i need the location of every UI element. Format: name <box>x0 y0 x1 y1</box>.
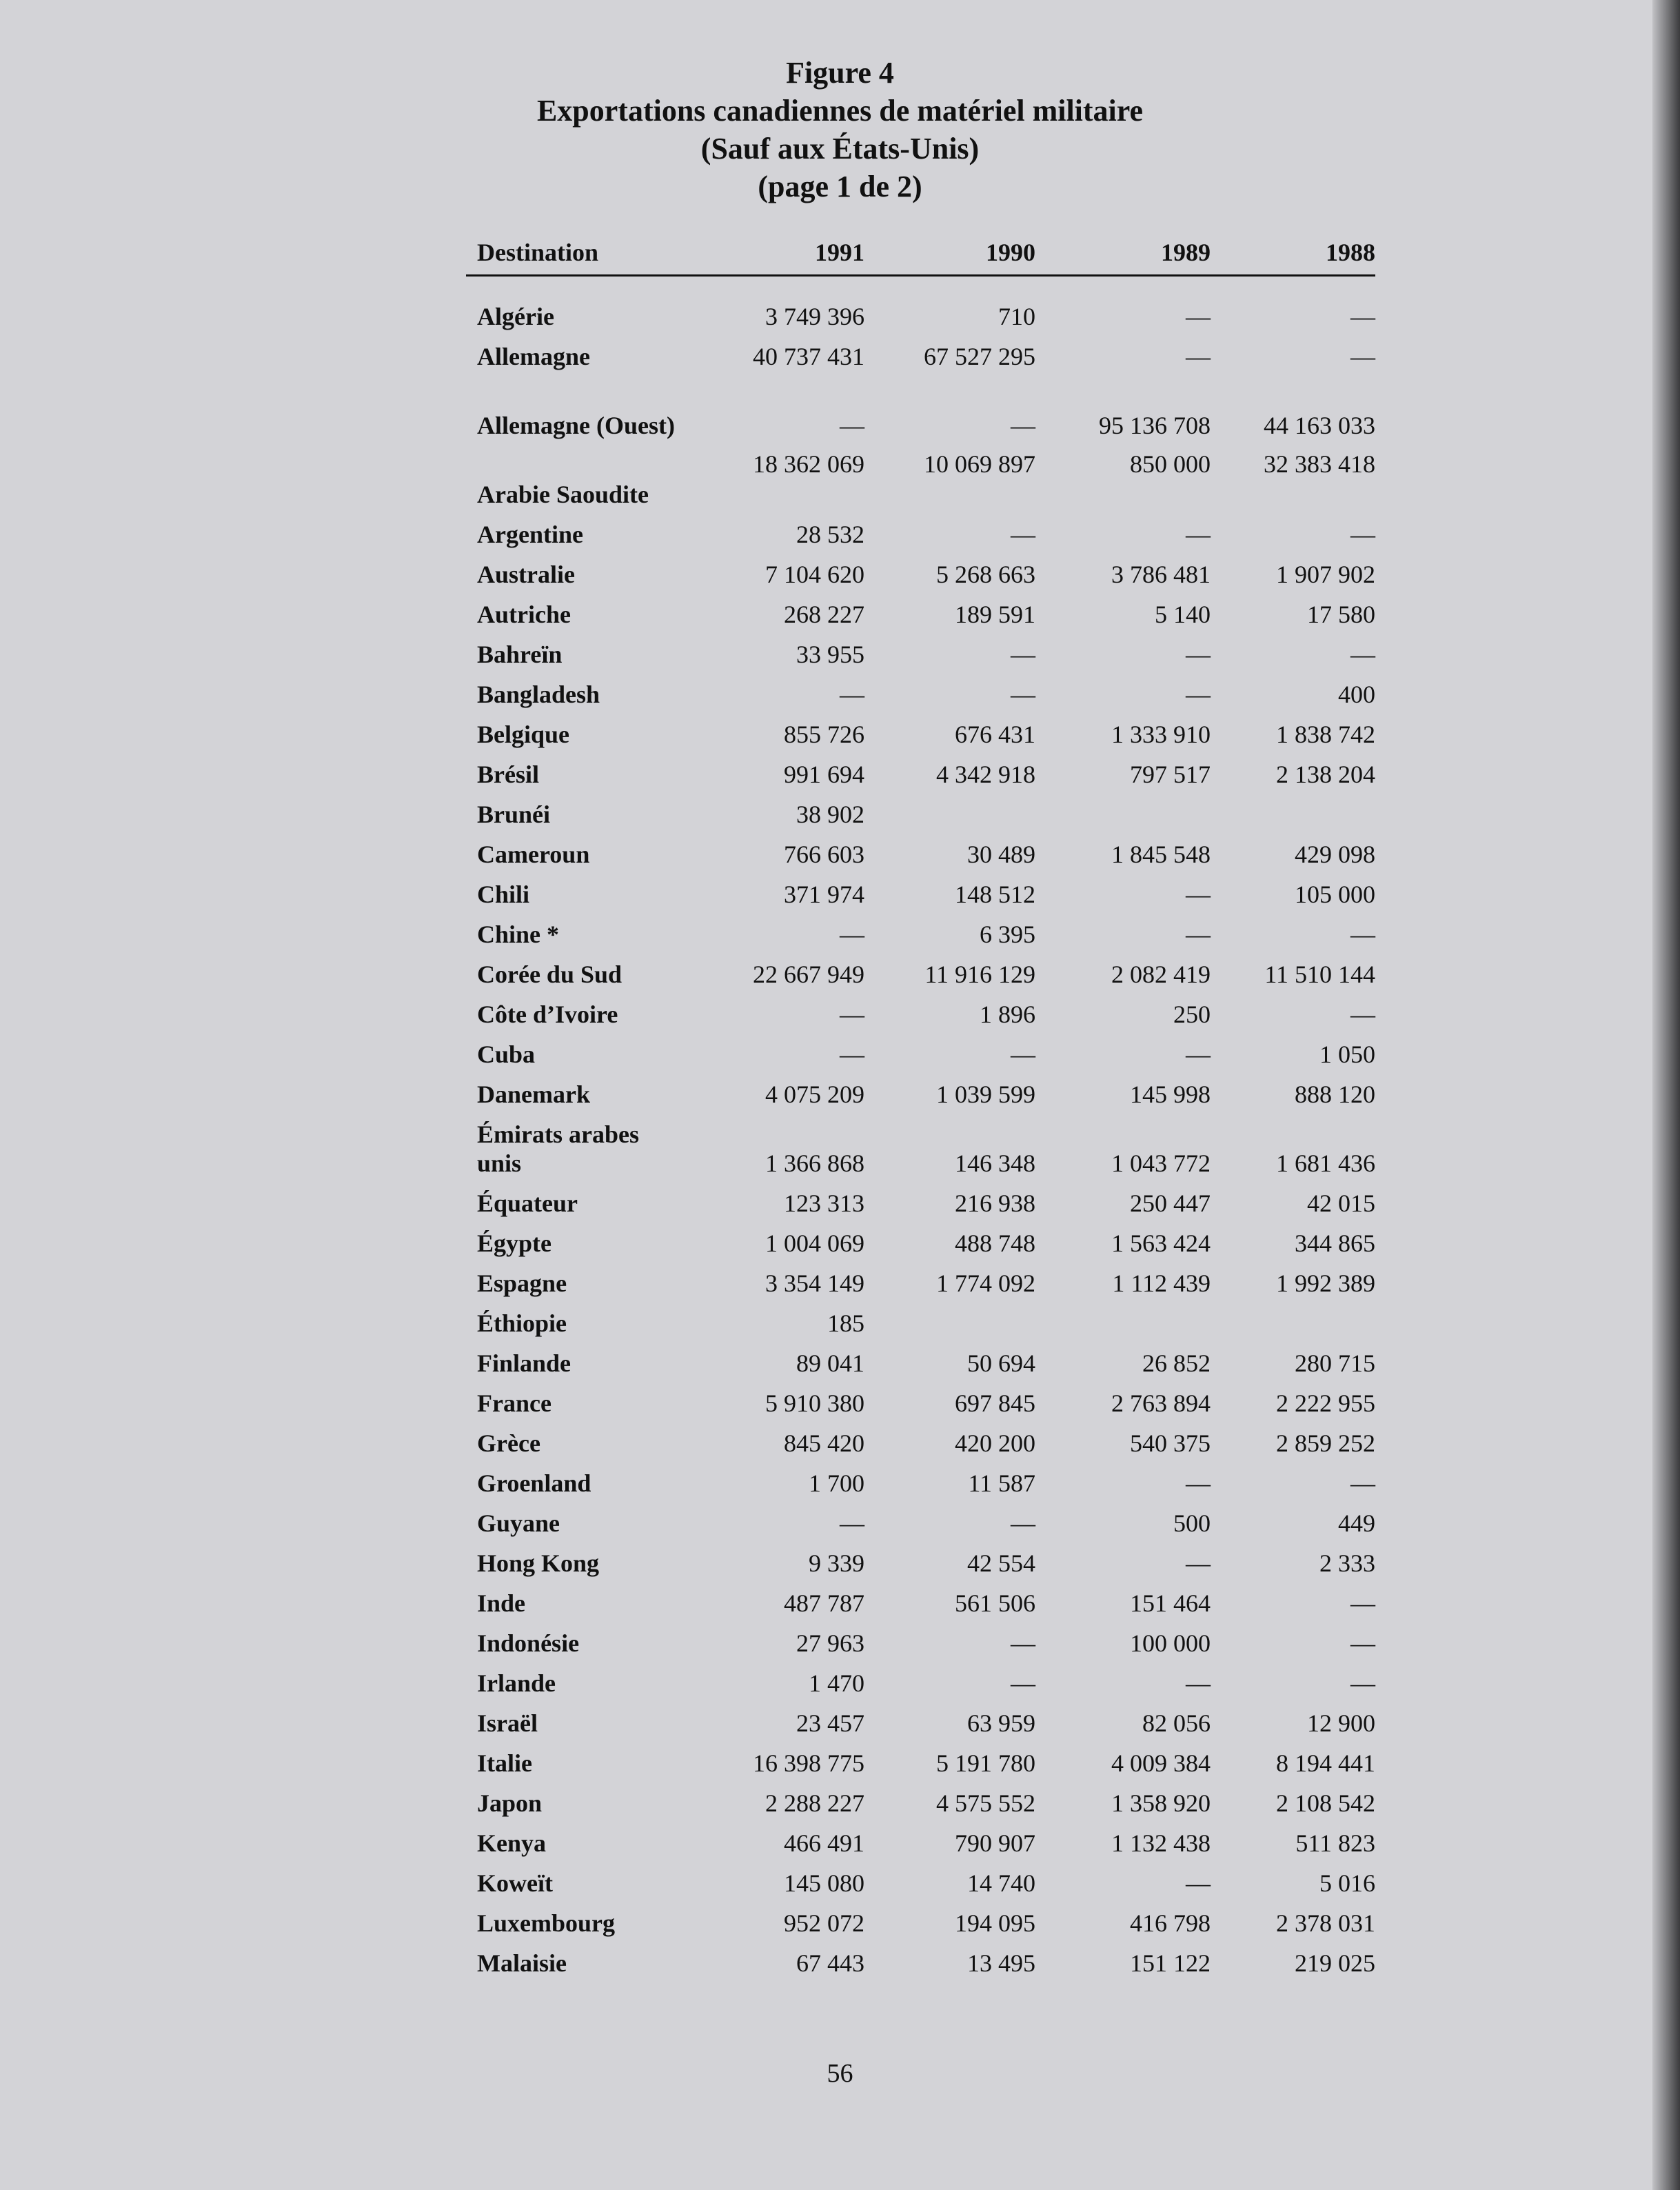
destination-cell: Cuba <box>477 1040 536 1068</box>
value-cell: — <box>1011 411 1035 439</box>
value-cell: 3 786 481 <box>1111 560 1211 588</box>
header-destination: Destination <box>466 230 687 276</box>
table-row <box>466 754 1375 794</box>
table-row <box>466 1823 1375 1863</box>
value-cell: — <box>1186 1869 1211 1897</box>
value-cell: — <box>1350 1629 1375 1657</box>
value-cell: 30 489 <box>967 840 1035 868</box>
destination-cell: Malaisie <box>477 1949 567 1977</box>
value-cell: 1 838 742 <box>1276 720 1375 748</box>
value-cell: 540 375 <box>1130 1429 1211 1457</box>
destination-cell: Indonésie <box>477 1629 580 1657</box>
destination-cell: Éthiopie <box>477 1309 567 1337</box>
value-cell: 1 700 <box>809 1469 864 1497</box>
value-cell: 7 104 620 <box>765 560 864 588</box>
table-row <box>466 1863 1375 1903</box>
destination-cell: Kenya <box>477 1829 547 1857</box>
table-row <box>466 1263 1375 1303</box>
table-row <box>466 1423 1375 1463</box>
value-cell: 32 383 418 <box>1264 450 1375 478</box>
table-row <box>466 1463 1375 1503</box>
table-row <box>466 1034 1375 1074</box>
value-cell: 1 774 092 <box>936 1269 1035 1297</box>
value-cell: — <box>1186 640 1211 668</box>
value-cell: 11 510 144 <box>1264 960 1375 988</box>
destination-cell: France <box>477 1389 551 1417</box>
value-cell: — <box>1011 680 1035 708</box>
value-cell: 449 <box>1338 1509 1375 1537</box>
destination-cell: Israël <box>477 1709 538 1737</box>
value-cell: 5 191 780 <box>936 1749 1035 1777</box>
table-row <box>466 376 1375 445</box>
value-cell: 3 354 149 <box>765 1269 864 1297</box>
destination-cell: Cameroun <box>477 840 590 868</box>
header-1991: 1991 <box>687 230 864 276</box>
value-cell: 23 457 <box>796 1709 864 1737</box>
value-cell: 1 043 772 <box>1111 1149 1211 1177</box>
value-cell: 11 587 <box>968 1469 1035 1497</box>
table-row <box>466 514 1375 554</box>
value-cell: — <box>1186 342 1211 370</box>
value-cell: 194 095 <box>955 1909 1035 1937</box>
value-cell: 1 333 910 <box>1111 720 1211 748</box>
destination-cell: Australie <box>477 560 575 588</box>
destination-cell: Irlande <box>477 1669 556 1697</box>
destination-cell: Koweït <box>477 1869 553 1897</box>
value-cell: 2 288 227 <box>765 1789 864 1817</box>
value-cell: — <box>840 920 864 948</box>
value-cell: — <box>1350 1589 1375 1617</box>
value-cell: 1 992 389 <box>1276 1269 1375 1297</box>
value-cell: 2 138 204 <box>1276 760 1375 788</box>
exports-table <box>466 230 1375 1983</box>
figure-subtitle: (Sauf aux États-Unis) <box>700 132 980 165</box>
value-cell: — <box>1011 1669 1035 1697</box>
value-cell: 2 859 252 <box>1276 1429 1375 1457</box>
value-cell: 790 907 <box>955 1829 1035 1857</box>
value-cell: 50 694 <box>967 1349 1035 1377</box>
value-cell: — <box>1186 680 1211 708</box>
destination-cell: Côte d’Ivoire <box>477 1000 618 1028</box>
destination-cell: Argentine <box>477 520 583 548</box>
value-cell: — <box>1186 1669 1211 1697</box>
binding-edge-shadow <box>1652 0 1680 2190</box>
value-cell: 5 016 <box>1319 1869 1375 1897</box>
value-cell: 1 845 548 <box>1111 840 1211 868</box>
value-cell: 63 959 <box>967 1709 1035 1737</box>
destination-cell: Bahreïn <box>477 640 563 668</box>
value-cell: 1 039 599 <box>936 1080 1035 1108</box>
value-cell: — <box>1350 342 1375 370</box>
table-row <box>466 1623 1375 1663</box>
value-cell: — <box>1350 1669 1375 1697</box>
header-1988: 1988 <box>1211 230 1375 276</box>
header-1990: 1990 <box>864 230 1035 276</box>
value-cell: 145 080 <box>784 1869 864 1897</box>
destination-cell: Autriche <box>477 600 571 628</box>
value-cell: 42 015 <box>1307 1189 1375 1217</box>
value-cell: 2 082 419 <box>1111 960 1211 988</box>
value-cell: 189 591 <box>955 600 1035 628</box>
value-cell: 2 108 542 <box>1276 1789 1375 1817</box>
value-cell: 1 004 069 <box>765 1229 864 1257</box>
table-row <box>466 1383 1375 1423</box>
value-cell: — <box>840 1000 864 1028</box>
value-cell: 13 495 <box>967 1949 1035 1977</box>
value-cell: 185 <box>827 1309 864 1337</box>
table-row <box>466 445 1375 514</box>
table-row <box>466 794 1375 834</box>
value-cell: 219 025 <box>1295 1949 1375 1977</box>
value-cell: 400 <box>1338 680 1375 708</box>
destination-cell: Corée du Sud <box>477 960 623 988</box>
value-cell: 11 916 129 <box>924 960 1035 988</box>
value-cell: 26 852 <box>1142 1349 1211 1377</box>
table-row <box>466 1583 1375 1623</box>
table-row <box>466 1223 1375 1263</box>
value-cell: 2 333 <box>1319 1549 1375 1577</box>
destination-cell: Brunéi <box>477 800 551 828</box>
table-header-row <box>466 230 1375 276</box>
destination-cell: Guyane <box>477 1509 560 1537</box>
figure-title: Exportations canadiennes de matériel militaire <box>536 94 1144 128</box>
table-row <box>466 1343 1375 1383</box>
table-row <box>466 1183 1375 1223</box>
value-cell <box>1035 1303 1211 1343</box>
value-cell: — <box>1011 1040 1035 1068</box>
value-cell: — <box>1011 1509 1035 1537</box>
value-cell: 100 000 <box>1130 1629 1211 1657</box>
value-cell: 710 <box>998 302 1035 330</box>
figure-page-indicator: (page 1 de 2) <box>758 170 922 203</box>
value-cell: — <box>840 411 864 439</box>
value-cell: 82 056 <box>1142 1709 1211 1737</box>
value-cell: 22 667 949 <box>753 960 864 988</box>
value-cell: — <box>1186 880 1211 908</box>
value-cell: 5 140 <box>1155 600 1211 628</box>
destination-cell: Algérie <box>477 302 554 330</box>
destination-cell: Danemark <box>477 1080 590 1108</box>
destination-cell: Belgique <box>477 720 570 748</box>
value-cell: 151 122 <box>1130 1949 1211 1977</box>
destination-cell: Chili <box>477 880 530 908</box>
value-cell: 5 910 380 <box>765 1389 864 1417</box>
value-cell: 420 200 <box>955 1429 1035 1457</box>
value-cell: 561 506 <box>955 1589 1035 1617</box>
destination-cell: Finlande <box>477 1349 571 1377</box>
value-cell: — <box>1350 1000 1375 1028</box>
value-cell: 429 098 <box>1295 840 1375 868</box>
value-cell: 123 313 <box>784 1189 864 1217</box>
value-cell: 1 132 438 <box>1111 1829 1211 1857</box>
destination-cell: Italie <box>477 1749 532 1777</box>
table-row <box>466 1743 1375 1783</box>
value-cell <box>864 794 1035 834</box>
destination-cell: Équateur <box>477 1189 578 1217</box>
value-cell: 487 787 <box>784 1589 864 1617</box>
value-cell: 797 517 <box>1130 760 1211 788</box>
value-cell: — <box>1186 1549 1211 1577</box>
value-cell: 280 715 <box>1295 1349 1375 1377</box>
table-row <box>466 297 1375 336</box>
value-cell: — <box>1350 920 1375 948</box>
value-cell: — <box>840 1040 864 1068</box>
value-cell: 4 575 552 <box>936 1789 1035 1817</box>
value-cell: 850 000 <box>1130 450 1211 478</box>
table-row <box>466 1114 1375 1183</box>
value-cell: 28 532 <box>796 520 864 548</box>
table-row <box>466 554 1375 594</box>
destination-cell: Grèce <box>477 1429 540 1457</box>
value-cell: 148 512 <box>955 880 1035 908</box>
value-cell: 1 907 902 <box>1276 560 1375 588</box>
value-cell: 845 420 <box>784 1429 864 1457</box>
value-cell: 105 000 <box>1295 880 1375 908</box>
value-cell: — <box>1186 1040 1211 1068</box>
destination-cell: Émirats arabes unis <box>477 1120 639 1177</box>
value-cell: 38 902 <box>796 800 864 828</box>
value-cell: — <box>840 1509 864 1537</box>
table-body <box>466 276 1375 1983</box>
value-cell: 697 845 <box>955 1389 1035 1417</box>
value-cell: 4 342 918 <box>936 760 1035 788</box>
table-row <box>466 1783 1375 1823</box>
value-cell: 4 009 384 <box>1111 1749 1211 1777</box>
value-cell: 676 431 <box>955 720 1035 748</box>
destination-cell: Luxembourg <box>477 1909 616 1937</box>
value-cell: 67 527 295 <box>924 342 1035 370</box>
value-cell: 888 120 <box>1295 1080 1375 1108</box>
value-cell <box>1035 794 1211 834</box>
value-cell: 27 963 <box>796 1629 864 1657</box>
value-cell: 40 737 431 <box>753 342 864 370</box>
value-cell: 2 222 955 <box>1276 1389 1375 1417</box>
value-cell: — <box>1011 640 1035 668</box>
value-cell: 89 041 <box>796 1349 864 1377</box>
value-cell: 8 194 441 <box>1276 1749 1375 1777</box>
table-row <box>466 1074 1375 1114</box>
destination-cell: Inde <box>477 1589 526 1617</box>
value-cell <box>1211 1303 1375 1343</box>
value-cell: — <box>1350 1469 1375 1497</box>
value-cell: — <box>1186 520 1211 548</box>
destination-cell: Allemagne (Ouest) <box>477 411 675 439</box>
value-cell <box>1211 794 1375 834</box>
figure-title-block <box>0 54 1680 205</box>
value-cell: 500 <box>1173 1509 1211 1537</box>
destination-cell: Bangladesh <box>477 680 600 708</box>
value-cell: 5 268 663 <box>936 560 1035 588</box>
value-cell: 33 955 <box>796 640 864 668</box>
table-row <box>466 914 1375 954</box>
page-number: 56 <box>827 2059 853 2088</box>
value-cell: 17 580 <box>1307 600 1375 628</box>
value-cell: — <box>840 680 864 708</box>
value-cell: 1 470 <box>809 1669 864 1697</box>
table-row <box>466 834 1375 874</box>
destination-cell: Arabie Saoudite <box>477 480 649 508</box>
table-row <box>466 1543 1375 1583</box>
value-cell: 10 069 897 <box>924 450 1035 478</box>
value-cell: 14 740 <box>967 1869 1035 1897</box>
table-spacer <box>466 276 1375 297</box>
header-1989: 1989 <box>1035 230 1211 276</box>
value-cell: 44 163 033 <box>1264 411 1375 439</box>
table-row <box>466 1663 1375 1703</box>
value-cell: — <box>1011 1629 1035 1657</box>
destination-cell: Égypte <box>477 1229 551 1257</box>
value-cell: — <box>1350 302 1375 330</box>
table-row <box>466 714 1375 754</box>
value-cell: 67 443 <box>796 1949 864 1977</box>
value-cell: 250 447 <box>1130 1189 1211 1217</box>
table-row <box>466 1303 1375 1343</box>
value-cell: 1 050 <box>1319 1040 1375 1068</box>
destination-cell: Chine * <box>477 920 560 948</box>
value-cell: 855 726 <box>784 720 864 748</box>
value-cell: 416 798 <box>1130 1909 1211 1937</box>
table-row <box>466 1943 1375 1983</box>
destination-cell: Hong Kong <box>477 1549 600 1577</box>
value-cell: 766 603 <box>784 840 864 868</box>
destination-cell: Groenland <box>477 1469 591 1497</box>
figure-number: Figure 4 <box>786 56 894 90</box>
value-cell: 1 366 868 <box>765 1149 864 1177</box>
destination-cell: Japon <box>477 1789 543 1817</box>
destination-cell: Espagne <box>477 1269 567 1297</box>
table-row <box>466 634 1375 674</box>
value-cell: 1 358 920 <box>1111 1789 1211 1817</box>
value-cell: 4 075 209 <box>765 1080 864 1108</box>
value-cell: — <box>1186 920 1211 948</box>
value-cell: 344 865 <box>1295 1229 1375 1257</box>
value-cell: 511 823 <box>1295 1829 1375 1857</box>
value-cell: 1 563 424 <box>1111 1229 1211 1257</box>
destination-cell: Brésil <box>477 760 539 788</box>
value-cell: 12 900 <box>1307 1709 1375 1737</box>
value-cell: — <box>1350 640 1375 668</box>
value-cell: 268 227 <box>784 600 864 628</box>
value-cell: 1 896 <box>980 1000 1035 1028</box>
value-cell: 42 554 <box>967 1549 1035 1577</box>
value-cell: 952 072 <box>784 1909 864 1937</box>
value-cell: 2 763 894 <box>1111 1389 1211 1417</box>
value-cell: 1 681 436 <box>1276 1149 1375 1177</box>
table-row <box>466 1903 1375 1943</box>
value-cell: — <box>1350 520 1375 548</box>
value-cell: 146 348 <box>955 1149 1035 1177</box>
destination-cell: Allemagne <box>477 342 590 370</box>
value-cell: 2 378 031 <box>1276 1909 1375 1937</box>
table-row <box>466 874 1375 914</box>
value-cell: 151 464 <box>1130 1589 1211 1617</box>
value-cell: 216 938 <box>955 1189 1035 1217</box>
value-cell: 145 998 <box>1130 1080 1211 1108</box>
value-cell: 371 974 <box>784 880 864 908</box>
table-row <box>466 336 1375 376</box>
value-cell: — <box>1186 1469 1211 1497</box>
table-row <box>466 674 1375 714</box>
value-cell: 250 <box>1173 1000 1211 1028</box>
value-cell: 16 398 775 <box>753 1749 864 1777</box>
value-cell: 466 491 <box>784 1829 864 1857</box>
value-cell: — <box>1186 302 1211 330</box>
value-cell <box>864 1303 1035 1343</box>
table-row <box>466 994 1375 1034</box>
value-cell: 1 112 439 <box>1112 1269 1211 1297</box>
value-cell: 6 395 <box>980 920 1035 948</box>
table-row <box>466 594 1375 634</box>
value-cell: 9 339 <box>809 1549 864 1577</box>
table-row <box>466 954 1375 994</box>
value-cell: — <box>1011 520 1035 548</box>
value-cell: 488 748 <box>955 1229 1035 1257</box>
value-cell: 95 136 708 <box>1099 411 1211 439</box>
value-cell: 991 694 <box>784 760 864 788</box>
table-row <box>466 1703 1375 1743</box>
table-row <box>466 1503 1375 1543</box>
value-cell: 3 749 396 <box>765 302 864 330</box>
value-cell: 18 362 069 <box>753 450 864 478</box>
